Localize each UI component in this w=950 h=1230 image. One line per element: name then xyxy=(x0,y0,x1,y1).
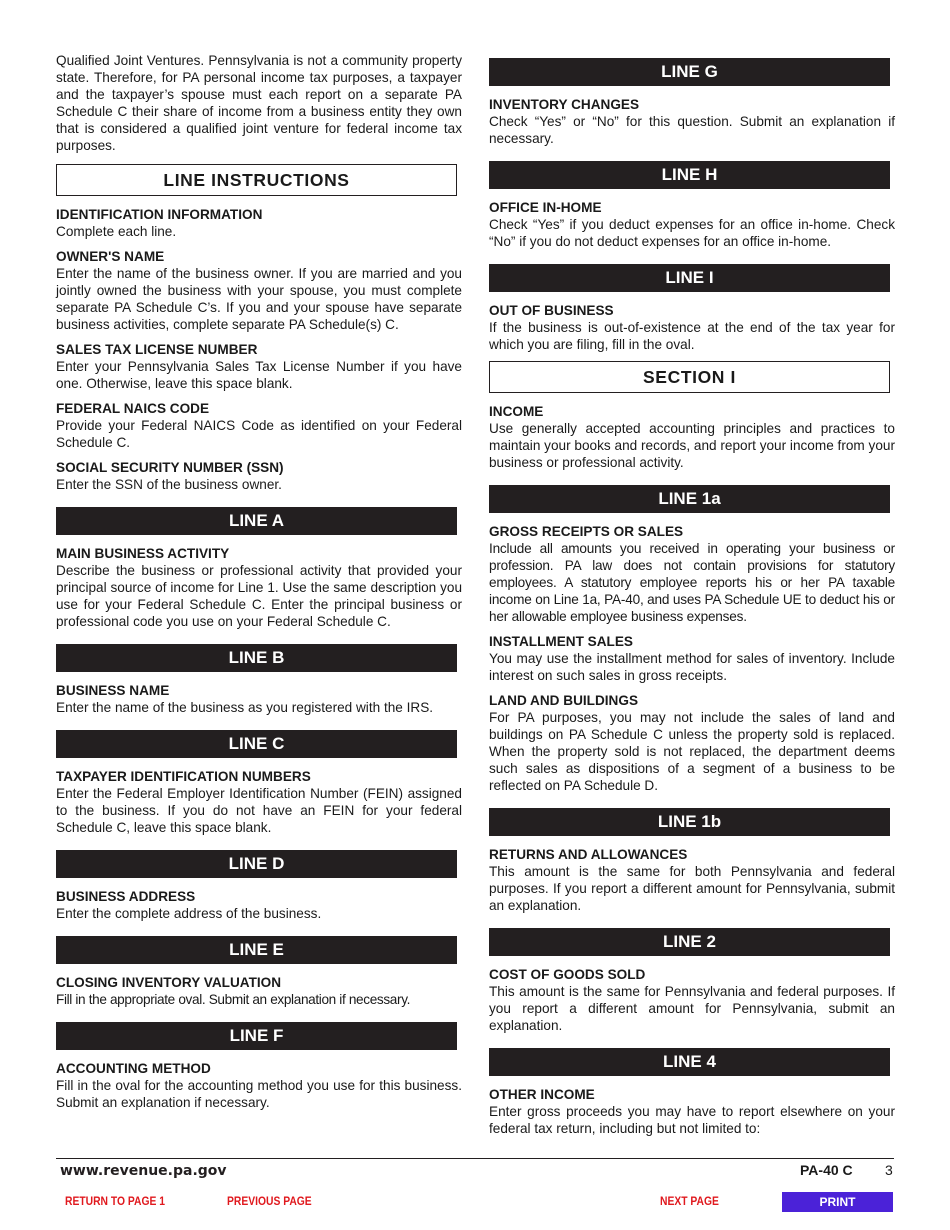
item-heading: INCOME xyxy=(489,404,544,419)
item-heading: OTHER INCOME xyxy=(489,1087,595,1102)
item-heading: INVENTORY CHANGES xyxy=(489,97,640,112)
item-heading: MAIN BUSINESS ACTIVITY xyxy=(56,546,230,561)
website-url: www.revenue.pa.gov xyxy=(60,1163,227,1179)
item-heading: RETURNS AND ALLOWANCES xyxy=(489,847,688,862)
page-number: 3 xyxy=(885,1162,893,1178)
item-heading: TAXPAYER IDENTIFICATION NUMBERS xyxy=(56,769,311,784)
intro-paragraph: Qualified Joint Ventures. Pennsylvania is not a community property state. Therefore, for PA personal income tax purposes, a taxpayer and the taxpayer’s spouse must each report on a separate PA Schedule C their share of income from a business entity they own that is considered a qualified joint venture for federal income tax purposes. xyxy=(56,53,462,153)
gross-receipts-or-sales xyxy=(489,523,895,625)
item-heading: OWNER'S NAME xyxy=(56,249,165,264)
item-heading: SALES TAX LICENSE NUMBER xyxy=(56,342,258,357)
item-heading: CLOSING INVENTORY VALUATION xyxy=(56,975,282,990)
item-text: Use generally accepted accounting principles and practices to maintain your books and records, and report your income from your business or professional activity. xyxy=(489,421,895,470)
item-text: Include all amounts you received in operating your business or profession. PA law does not contain provisions for statutory employees. A statutory employee reports his or her PA taxable income on Line 1a, PA-40, and uses PA Schedule UE to deduct his or her allowable employee business expenses. xyxy=(489,541,895,624)
item-text: Fill in the appropriate oval. Submit an explanation if necessary. xyxy=(56,992,411,1007)
line-b-bar: LINE B xyxy=(56,644,457,672)
item-text: This amount is the same for Pennsylvania and federal purposes. If you report a different amount for Pennsylvania, submit an explanation. xyxy=(489,984,895,1033)
item-text: Enter the name of the business as you registered with the IRS. xyxy=(56,700,434,715)
line-d-bar: LINE D xyxy=(56,850,457,878)
item-heading: IDENTIFICATION INFORMATION xyxy=(56,207,263,222)
item-heading: FEDERAL NAICS CODE xyxy=(56,401,210,416)
print-button[interactable]: PRINT xyxy=(782,1192,893,1212)
owners-name xyxy=(56,248,462,333)
line-1a-bar: LINE 1a xyxy=(489,485,890,513)
item-text: Enter the Federal Employer Identification Number (FEIN) assigned to the business. If you do not have an FEIN for your federal Schedule C, leave this space blank. xyxy=(56,786,462,835)
item-heading: OFFICE IN-HOME xyxy=(489,200,602,215)
return-to-page-1-link[interactable]: RETURN TO PAGE 1 xyxy=(65,1194,165,1208)
land-and-buildings xyxy=(489,692,895,794)
line-d-section xyxy=(56,888,462,922)
item-text: You may use the installment method for sales of inventory. Include interest on such sales in gross receipts. xyxy=(489,651,895,683)
line-g-section xyxy=(489,96,895,147)
item-text: Check “Yes” if you deduct expenses for an office in-home. Check “No” if you do not deduct expenses for an office in-home. xyxy=(489,217,895,249)
line-b-section xyxy=(56,682,462,716)
line-c-bar: LINE C xyxy=(56,730,457,758)
item-heading: BUSINESS NAME xyxy=(56,683,170,698)
item-text: This amount is the same for both Pennsylvania and federal purposes. If you report a different amount for Pennsylvania, submit an explanation. xyxy=(489,864,895,913)
item-text: Describe the business or professional activity that provided your principal source of income for Line 1. Use the same description you use for your Federal Schedule C. Enter the principal business or professional code you use on your Federal Schedule C. xyxy=(56,563,462,629)
right-column xyxy=(489,52,895,1145)
item-heading: LAND AND BUILDINGS xyxy=(489,693,639,708)
line-h-bar: LINE H xyxy=(489,161,890,189)
item-text: Check “Yes” or “No” for this question. Submit an explanation if necessary. xyxy=(489,114,895,146)
page-footer xyxy=(56,1158,894,1179)
line-instructions-title: LINE INSTRUCTIONS xyxy=(56,164,457,196)
line-1b-section xyxy=(489,846,895,914)
line-1b-bar: LINE 1b xyxy=(489,808,890,836)
line-4-bar: LINE 4 xyxy=(489,1048,890,1076)
line-e-section xyxy=(56,974,462,1008)
item-text: Enter your Pennsylvania Sales Tax License Number if you have one. Otherwise, leave this space blank. xyxy=(56,359,462,391)
item-heading: GROSS RECEIPTS OR SALES xyxy=(489,524,684,539)
item-heading: BUSINESS ADDRESS xyxy=(56,889,196,904)
section-i-income xyxy=(489,403,895,471)
previous-page-link[interactable]: PREVIOUS PAGE xyxy=(227,1194,312,1208)
identification-information xyxy=(56,206,462,240)
line-2-bar: LINE 2 xyxy=(489,928,890,956)
line-h-section xyxy=(489,199,895,250)
form-code: PA-40 C xyxy=(800,1162,853,1178)
item-text: For PA purposes, you may not include the sales of land and buildings on PA Schedule C unless the property sold is replaced. When the property sold is not replaced, the department deems such sales as dispositions of a segment of a business to be reflected on PA Schedule D. xyxy=(489,710,895,793)
item-heading: ACCOUNTING METHOD xyxy=(56,1061,211,1076)
item-text: Enter the name of the business owner. If you are married and you jointly owned the business with your spouse, you must complete separate PA Schedule C’s. If you and your spouse have separate business activities, complete separate PA Schedule(s) C. xyxy=(56,266,462,332)
line-a-bar: LINE A xyxy=(56,507,457,535)
line-g-bar: LINE G xyxy=(489,58,890,86)
item-text: Enter the complete address of the business. xyxy=(56,906,322,921)
installment-sales xyxy=(489,633,895,684)
item-heading: COST OF GOODS SOLD xyxy=(489,967,646,982)
line-i-bar: LINE I xyxy=(489,264,890,292)
item-text: Provide your Federal NAICS Code as identified on your Federal Schedule C. xyxy=(56,418,462,450)
line-f-section xyxy=(56,1060,462,1111)
line-f-bar: LINE F xyxy=(56,1022,457,1050)
federal-naics-code xyxy=(56,400,462,451)
section-i-title: SECTION I xyxy=(489,361,890,393)
line-2-section xyxy=(489,966,895,1034)
item-heading: SOCIAL SECURITY NUMBER (SSN) xyxy=(56,460,284,475)
item-text: If the business is out-of-existence at the end of the tax year for which you are filing, fill in the oval. xyxy=(489,320,895,352)
item-heading: OUT OF BUSINESS xyxy=(489,303,614,318)
line-a-section xyxy=(56,545,462,630)
sales-tax-license-number xyxy=(56,341,462,392)
item-text: Complete each line. xyxy=(56,224,177,239)
social-security-number xyxy=(56,459,462,493)
item-text: Enter gross proceeds you may have to report elsewhere on your federal tax return, including but not limited to: xyxy=(489,1104,895,1136)
line-c-section xyxy=(56,768,462,836)
item-heading: INSTALLMENT SALES xyxy=(489,634,633,649)
line-i-section xyxy=(489,302,895,353)
next-page-link[interactable]: NEXT PAGE xyxy=(660,1194,719,1208)
line-e-bar: LINE E xyxy=(56,936,457,964)
left-column xyxy=(56,52,462,1119)
item-text: Enter the SSN of the business owner. xyxy=(56,477,282,492)
item-text: Fill in the oval for the accounting method you use for this business. Submit an explanation if necessary. xyxy=(56,1078,462,1110)
line-4-section xyxy=(489,1086,895,1137)
